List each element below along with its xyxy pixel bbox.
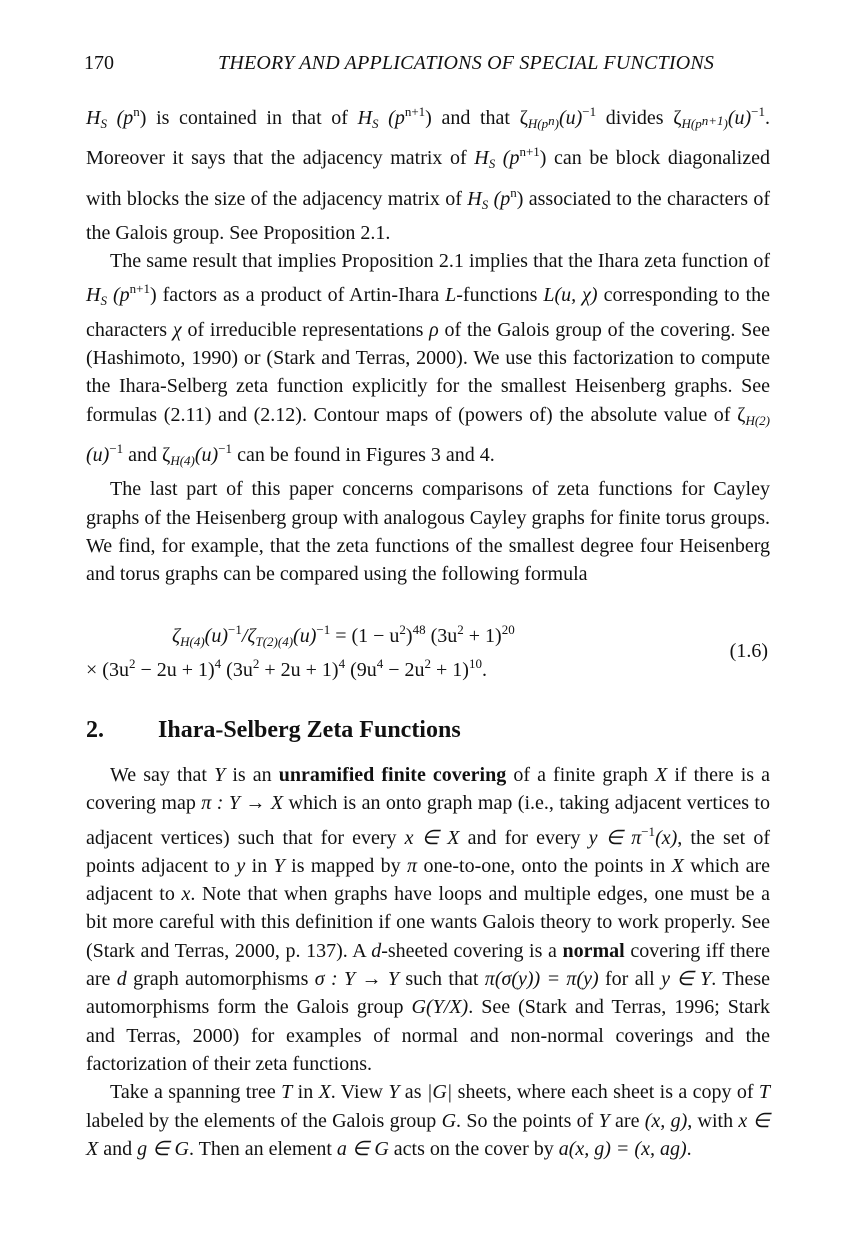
equation-line: $\zeta_{H(4)}(u)^{-1}/\zeta_{T(2)(4)}(u)^{-1} = (1 - u^2)^{48}$ $(3u^2 + 1)^{20}$ [172, 622, 515, 649]
section-title: Ihara-Selberg Zeta Functions [158, 717, 461, 743]
equation-line: × $(3u^2 - 2u + 1)^4$ $(3u^2 + 2u + 1)^4$ $(9u^4 - 2u^2 + 1)^{10}$. [86, 656, 487, 681]
paragraph: We say that Y is an unramified finite covering of a finite graph X if there is a covering map π : Y → X which is an onto graph map (i.e., taking adjacent vertices to adjacent vertices) such that for every x ∈ X and for every y ∈ $\pi^{-1}(x)$, the set of points adjacent to y in Y is mapped by π one-to-one, onto the points in X which are adjacent to x. Note that when graphs have loops and multiple edges, one must be a bit more careful with this definition if one wants Galois theory to work properly. See (Stark and Terras, 2000, p. 137). A d-sheeted covering is a normal covering iff there are d graph automorphisms σ : Y → Y such that π(σ(y)) = π(y) for all y ∈ Y. These automorphisms form the Galois group G(Y/X). See (Stark and Terras, 1996; Stark and Terras, 2000) for examples of normal and non-normal coverings and the factorization of their zeta functions. [86, 764, 771, 1075]
paragraph: Take a spanning tree T in X. View Y as |G| sheets, where each sheet is a copy of T labeled by the elements of the Galois group G. So the points of Y are (x, g), with x ∈ X and g ∈ G. Then an element a ∈ G acts on the cover by a(x, g) = (x, ag). [86, 1081, 771, 1160]
running-title: THEORY AND APPLICATIONS OF SPECIAL FUNCTIONS [218, 52, 715, 74]
equation-number: (1.6) [729, 640, 768, 662]
intro-text [86, 98, 770, 588]
section-number: 2. [86, 717, 104, 743]
running-head [84, 52, 774, 82]
paragraph: The same result that implies Proposition 2.1 implies that the Ihara zeta function of $H_S$ $(p^{n+1})$ factors as a product of Artin-Ihara L-functions L(u, χ) corresponding to the characters χ of irreducible representations ρ of the Galois group of the covering. See (Hashimoto, 1990) or (Stark and Terras, 2000). We use this factorization to compute the Ihara-Selberg zeta function explicitly for the smallest Heisenberg graphs. See formulas (2.11) and (2.12). Contour maps of (powers of) the absolute value of $\zeta_{H(2)}(u)^{-1}$ and $\zeta_{H(4)}(u)^{-1}$ can be found in Figures 3 and 4. [86, 250, 770, 468]
paragraph: $H_S$ $(p^n)$ is contained in that of $H_S$ $(p^{n+1})$ and that $\zeta_{H(p}n_)(u)^{-1}$ divides $\zeta_{H(p}n+1_)(u)^{-1}$. Moreover it says that the adjacency matrix of $H_S$ $(p^{n+1})$ can be block diagonalized with blocks the size of the adjacency matrix of $H_S$ $(p^n)$ associated to the characters of the Galois group. See Proposition 2.1. [86, 104, 771, 244]
page-number: 170 [84, 52, 114, 74]
paragraph: The last part of this paper concerns comparisons of zeta functions for Cayley graphs of the Heisenberg group with analogous Cayley graphs for finite torus groups. We find, for example, that the zeta functions of the smallest degree four Heisenberg and torus graphs can be compared using the following formula [86, 478, 770, 586]
section-body [86, 761, 770, 1163]
equation-1-6 [86, 612, 770, 690]
